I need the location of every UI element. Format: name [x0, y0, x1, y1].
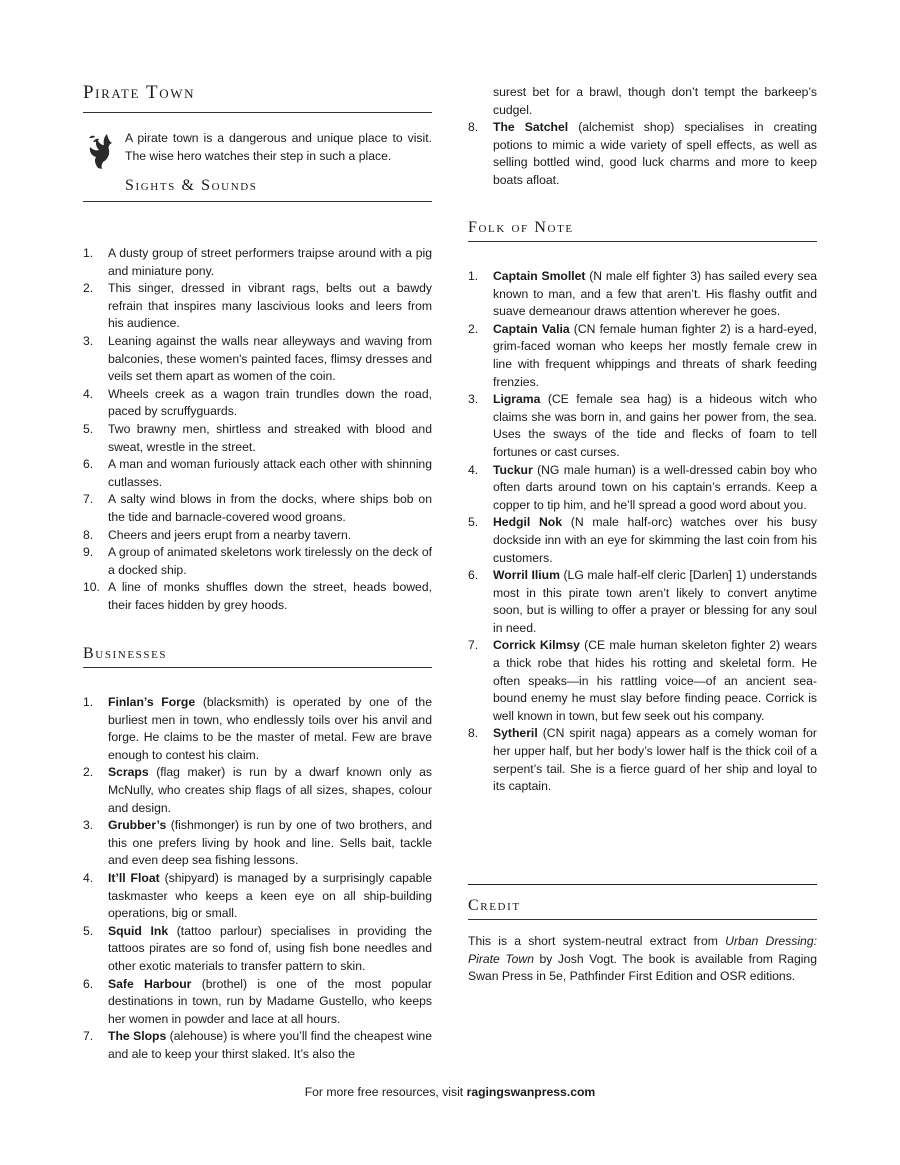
folk-heading: Folk of Note: [468, 219, 574, 236]
list-item: 5. Hedgil Nok (N male half-orc) watches over his busy dockside inn with an eye for skimming the last coin from his customers.: [468, 515, 818, 565]
list-item: 8. Cheers and jeers erupt from a nearby tavern.: [83, 527, 352, 542]
list-item: 8. The Satchel (alchemist shop) specialises in creating potions to mimic a wide variety of spell effects, as well as selling bottled wind, good luck charms and more to keep boats afloat.: [468, 120, 818, 187]
list-item: 2. This singer, dressed in vibrant rags, belts out a bawdy refrain that inspires many lascivious looks and leers from his audience.: [83, 281, 432, 331]
list-item: 6. Worril Ilium (LG male half-elf cleric [Darlen] 1) understands most in this pirate town aren’t likely to convert anytime soon, but is willing to offer a prayer or blessing for any soul in need.: [468, 568, 818, 635]
folk-rule: [468, 241, 817, 242]
list-item: 7. A salty wind blows in from the docks, where ships bob on the tide and barnacle-covered wood groans.: [83, 492, 432, 524]
list-item: 6. A man and woman furiously attack each other with shinning cutlasses.: [83, 457, 432, 489]
title-rule: [83, 112, 432, 113]
list-item: 2. Scraps (flag maker) is run by a dwarf known only as McNully, who creates ship flags of all sizes, shapes, colour and design.: [83, 765, 432, 815]
page-title: Pirate Town: [83, 82, 196, 103]
book-title: Urban Dressing: Pirate Town: [468, 934, 817, 966]
list-item: 5. Squid Ink (tattoo parlour) specialises in providing the tattoos pirates are so fond of, using fish bone needles and other exotic materials to transfer pattern to skin.: [83, 923, 432, 973]
list-item: 8. Sytheril (CN spirit naga) appears as a comely woman for her upper half, but her body’s lower half is the thick coil of a serpent’s tail. She is a fierce guard of her ship and loyal to its captain.: [468, 726, 817, 794]
list-item: 9. A group of animated skeletons work tirelessly on the deck of a docked ship.: [83, 545, 432, 577]
intro-text: A pirate town is a dangerous and unique place to visit. The wise hero watches their step in such a place.: [125, 131, 432, 163]
list-item: 4. Wheels creek as a wagon train trundles down the road, paced by scruffyguards.: [83, 386, 432, 419]
business-7-continuation: surest bet for a brawl, though don’t tempt the barkeep’s cudgel.: [493, 85, 817, 117]
list-item: 4. It’ll Float (shipyard) is managed by a surprisingly capable taskmaster who keeps a keen eye on all ship-building operations, big or small.: [83, 870, 432, 921]
list-item: 7. The Slops (alehouse) is where you’ll find the cheapest wine and ale to keep your thirst slaked. It’s also the: [83, 1029, 432, 1061]
list-item: 1. Finlan’s Forge (blacksmith) is operated by one of the burliest men in town, who endlessly toils over his anvil and forge. He claims to be the master of metal. Few are brave enough to contest his claim.: [83, 695, 432, 762]
list-item: 3. Ligrama (CE female sea hag) is a hideous witch who claims she was born in, and gains her power from, the sea. Uses the sways of the tide and flecks of foam to tell fortunes or cast curses.: [468, 392, 817, 459]
businesses-rule: [83, 667, 432, 668]
list-item: 3. Grubber’s (fishmonger) is run by one of two brothers, and this one prefers living by hook and line. Sells bait, tackle and even deep sea fishing lessons.: [83, 818, 432, 868]
businesses-heading: Businesses: [83, 645, 168, 662]
credit-rule: [468, 919, 817, 920]
sights-list: [83, 245, 432, 614]
sights-heading: Sights & Sounds: [125, 177, 258, 194]
list-item: 6. Safe Harbour (brothel) is one of the most popular destinations in town, run by Madame Gustello, who keeps her women in powder and lace at all hours.: [83, 976, 432, 1026]
folk-list: [468, 268, 817, 796]
businesses-list: [83, 694, 432, 1063]
businesses-list-continued: [468, 119, 817, 189]
sights-rule: [83, 201, 432, 202]
list-item: 4. Tuckur (NG male human) is a well-dressed cabin boy who often darts around town on his captain’s errands. Keep a copper to tip him, and he’ll spread a good word about you.: [468, 462, 817, 512]
list-item: 10. A line of monks shuffles down the street, heads bowed, their faces hidden by grey hoods.: [83, 580, 432, 612]
credit-top-rule: [468, 884, 817, 885]
list-item: 7. Corrick Kilmsy (CE male human skeleton fighter 2) wears a thick robe that hides his rotting and skeletal form. He often speaks—in his rattling voice—of an ancient sea-bound enemy he must slay before finding peace. Corrick is well known in town, but few seek out his company.: [468, 638, 817, 723]
list-item: 1. Captain Smollet (N male elf fighter 3) has sailed every sea known to man, and a few that aren’t. His flashy outfit and suave demeanour draws attention wherever he goes.: [468, 269, 817, 319]
list-item: 1. A dusty group of street performers traipse around with a pig and miniature pony.: [83, 246, 432, 278]
page-footer: For more free resources, visit ragingswanpress.com: [304, 1085, 596, 1099]
credit-heading: Credit: [468, 897, 521, 914]
list-item: 2. Captain Valia (CN female human fighter 2) is a hard-eyed, grim-faced woman who keeps her mostly female crew in line with frequent whippings and threats of shark feeding frenzies.: [468, 321, 817, 389]
credit-text: This is a short system-neutral extract from Urban Dressing: Pirate Town by Josh Vogt. The book is available from Raging Swan Press in 5e, Pathfinder First Edition and OSR editions.: [468, 934, 817, 984]
swan-icon: [86, 130, 116, 170]
list-item: 3. Leaning against the walls near alleyways and waving from balconies, these women's painted faces, flimsy dresses and veils set them apart as women of the coin.: [83, 333, 432, 384]
list-item: 5. Two brawny men, shirtless and streaked with blood and sweat, wrestle in the street.: [83, 421, 432, 454]
footer-link[interactable]: ragingswanpress.com: [466, 1085, 596, 1099]
